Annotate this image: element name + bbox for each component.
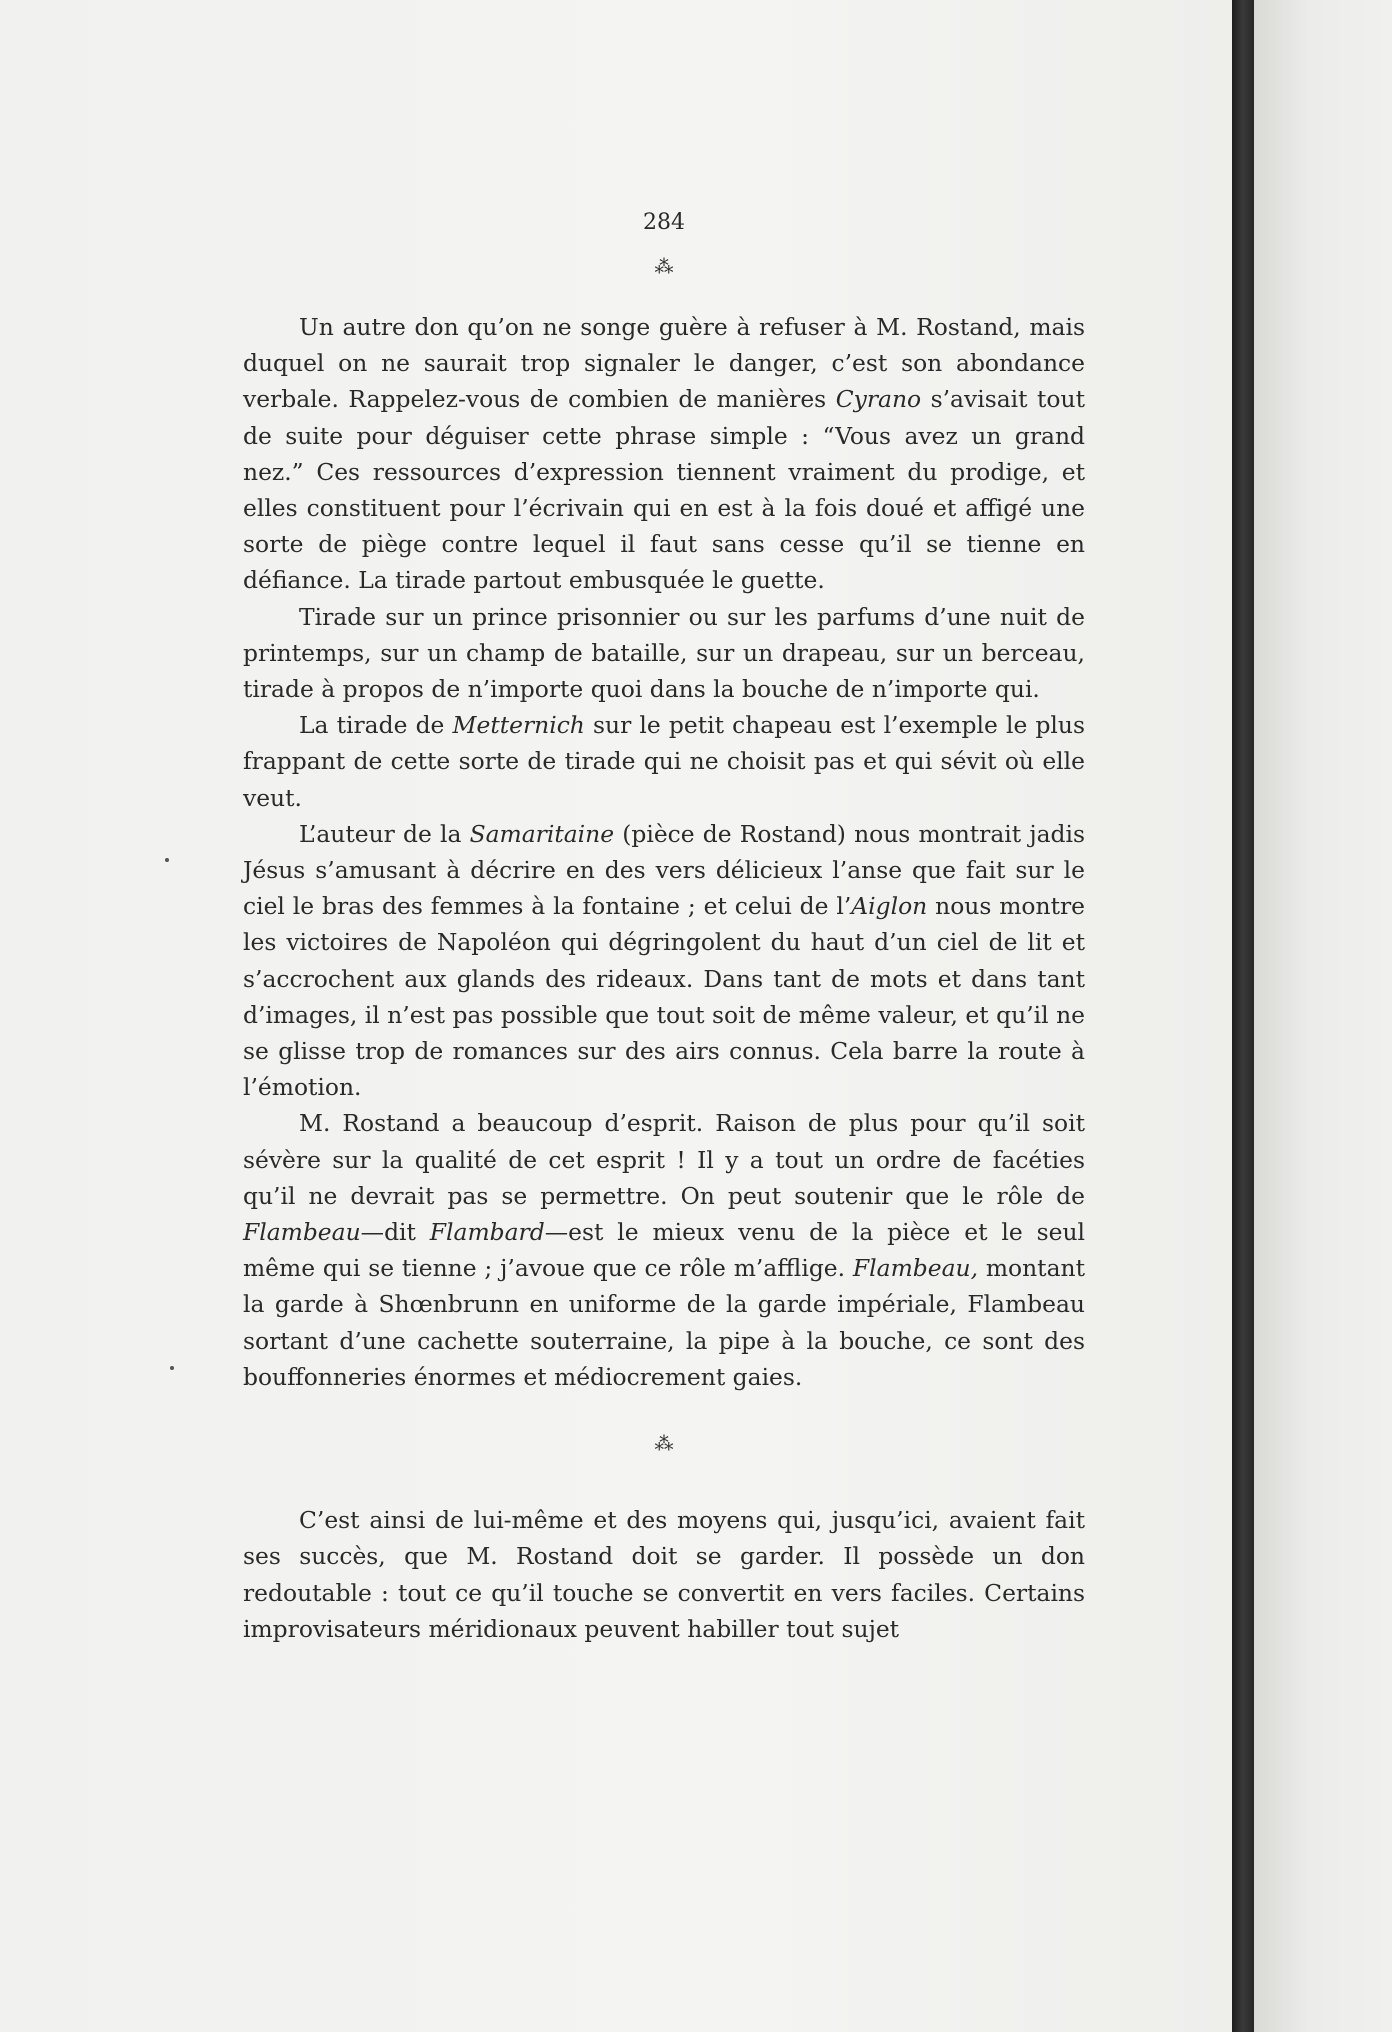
paragraph: La tirade de Metternich sur le petit chapeau est l’exemple le plus frappant de cette sorte de tirade qui ne choisit pas et qui sévit où elle veut.	[243, 711, 1085, 812]
italic-title: Cyrano	[835, 385, 922, 414]
italic-title: Samaritaine	[469, 819, 615, 848]
paragraph: Un autre don qu’on ne songe guère à refuser à M. Rostand, mais duquel on ne saurait trop signaler le danger, c’est son abondance verbale. Rappelez-vous de combien de manières Cyrano s’avisait tout de suite pour déguiser cette phrase simple : “Vous avez un grand nez.” Ces ressources d’expression tiennent vraiment du prodige, et elles constituent pour l’écrivain qui en est à la fois doué et affigé une sorte de piège contre lequel il faut sans cesse qu’il se tienne en défiance. La tirade partout embusquée le guette.	[243, 313, 1085, 595]
paragraph: M. Rostand a beaucoup d’esprit. Raison de plus pour qu’il soit sévère sur la qualité de cet esprit ! Il y a tout un ordre de facéties qu’il ne devrait pas se permettre. On peut soutenir que le rôle de Flambeau—dit Flambard—est le mieux venu de la pièce et le seul même qui se tienne ; j’avoue que ce rôle m’afflige. Flambeau, montant la garde à Shœnbrunn en uniforme de la garde impériale, Flambeau sortant d’une cachette souterraine, la pipe à la bouche, ce sont des bouffonneries énormes et médiocrement gaies.	[243, 1109, 1085, 1391]
italic-name: Flambeau	[243, 1218, 361, 1247]
section-asterism: ⁂	[654, 1433, 674, 1456]
section-asterism: ⁂	[654, 256, 674, 278]
paragraph: C’est ainsi de lui-même et des moyens qui, jusqu’ici, avaient fait ses succès, que M. Rostand doit se garder. Il possède un don redoutable : tout ce qu’il touche se convertit en vers faciles. Certains improvisateurs méridionaux peuvent habiller tout sujet	[243, 1506, 1085, 1643]
italic-name: Flambard	[429, 1218, 545, 1247]
paper-speck	[170, 1366, 174, 1370]
paragraph: Tirade sur un prince prisonnier ou sur les parfums d’une nuit de printemps, sur un champ de bataille, sur un drapeau, sur un berceau, tirade à propos de n’importe quoi dans la bouche de n’importe qui.	[243, 602, 1085, 704]
page-text	[243, 198, 1085, 1647]
italic-name: Flambeau,	[852, 1254, 979, 1283]
adjacent-page-edge	[1254, 0, 1392, 2032]
book-binding	[1232, 0, 1254, 2032]
italic-title: Metternich	[452, 711, 585, 740]
italic-title: Aiglon	[851, 892, 928, 921]
paper-speck	[165, 858, 169, 862]
paragraph: L’auteur de la Samaritaine (pièce de Rostand) nous montrait jadis Jésus s’amusant à décrire en des vers délicieux l’anse que fait sur le ciel le bras des femmes à la fontaine ; et celui de l’Aiglon nous montre les victoires de Napoléon qui dégringolent du haut d’un ciel de lit et s’accrochent aux glands des rideaux. Dans tant de mots et dans tant d’images, il n’est pas possible que tout soit de même valeur, et qu’il ne se glisse trop de romances sur des airs connus. Cela barre la route à l’émotion.	[243, 819, 1086, 1102]
page-number: 284	[643, 210, 685, 235]
